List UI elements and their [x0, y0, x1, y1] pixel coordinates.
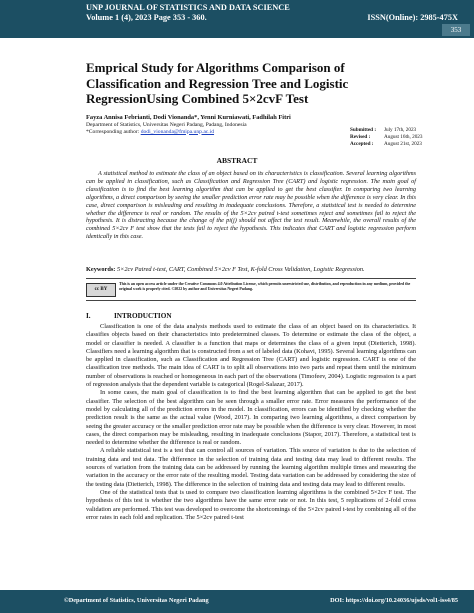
license-text: This is an open access article under the Creative Commons 4.0 Attribution License, which permits unrestricted use, distribution, and reproduction in any medium, provided the original work is properly cited. ©2022 by author and Universitas Negeri Padang.: [119, 282, 411, 291]
section-number: I.: [86, 312, 91, 320]
footer-copyright: ©Department of Statistics, Universitas Negeri Padang: [64, 597, 209, 604]
footer-doi-link[interactable]: DOI: https://doi.org/10.24036/ujsds/vol1-iss4/85: [330, 597, 458, 604]
cc-license-badge[interactable]: cc BY: [86, 283, 116, 297]
paragraph: Classification is one of the data analysis methods used to estimate the class of an object based on its characteristics. It classifies objects based on their characteristics into predetermined classes. To determine or estimate the class of the object, a model or classifier is needed. A classifier is a function that maps or determines the class of a given input (Dietterich, 1998). Classifiers need a learning algorithm that is constructed from a set of labeled data (Kohavi, 1995). Several learning algorithms can be applied in classification, such as Classification and Regression Tree (CART) and logistic regression. CART is one of the classification tree methods. The main idea of CART is to split all observations into two parts and repeat them until the minimum number of observations is reached or homogeneous in each part of the observations (Timofeev, 2004). Logistic regression is a part of regression analysis that the dependent variable is categorical (Rogel-Salazar, 2017).: [86, 323, 416, 389]
paragraph: A reliable statistical test is a test that can control all sources of variation. This source of variation is due to the selection of training data and test data. The difference in the selection of training data and testing data may lead to different results. The sources of variation from the training data can be addressed by running the learning algorithm multiple times and measuring the variation in the accuracy or the error rate of the resulting model. Testing data variation can be addressed by considering the size of the testing data (Dietterich, 1998). The difference in the selection of training data and testing data may lead to different results.: [86, 447, 416, 488]
article-dates: [350, 127, 422, 148]
abstract-heading: ABSTRACT: [216, 156, 258, 165]
abstract-text: A statistical method to estimate the class of an object based on its characteristics is classification. Several learning algorithms can be applied in classification, such as Classification and Regression Tree (CART) and logistic regression. The main goal of classification is to find the best learning algorithm that can be applied to get the best classifier. In comparing two learning algorithms, a direct comparison by seeing the smaller prediction error rate may be possible when the difference is very clear. In this case, direct comparison is misleading and resulting in inadequate conclusions. Therefore, a statistical test is needed to determine whether the difference is real or random. The results of the 5×2cv paired t-test sometimes reject and sometimes fail to reject the hypothesis. It is distracting because the change of the pi(j) should not affect the test result. Meanwhile, the overall results of the combined 5×2cv F test show that the tests fail to reject the hypothesis. This indicates that CART and logistic regression perform identically in this case.: [86, 170, 416, 241]
divider-top: [86, 278, 416, 279]
date-accepted: Accepted : August 21st, 2023: [350, 141, 422, 147]
correspondence: [86, 129, 247, 136]
paragraph: In some cases, the main goal of classification is to find the best learning algorithm that can be applied to get the best classifier. The selection of the best algorithm can be seen through a smaller error rate. Error measures the performance of the model by calculating all of the prediction errors in the model. In classification, errors can be identified by checking whether the prediction result is the same as the actual value (Wood, 2017). In comparing two learning algorithms, a direct comparison by seeing the greater accuracy or the smaller prediction error rate may be possible when the difference is very clear. However, in most cases, the direct comparison may be misleading, resulting in inadequate conclusions (Stapor, 2017). Therefore, a statistical test is needed to determine whether the difference is real or random.: [86, 389, 416, 447]
date-revised: Revised : August 16th, 2023: [350, 134, 423, 140]
issn: ISSN(Online): 2985-475X: [367, 13, 458, 22]
keywords-list: 5×2cv Paired t-test, CART, Combined 5×2cv F Test, K-fold Cross Validation, Logistic Regression.: [115, 266, 365, 273]
affiliation: Department of Statistics, Universitas Negeri Padang, Padang, Indonesia: [86, 122, 247, 128]
page-number: 353: [442, 24, 470, 36]
affiliation-block: [86, 122, 247, 135]
authors: Fayza Annisa Febrianti, Dodi Vionanda*, Yenni Kurniawati, Fadhilah Fitri: [86, 114, 291, 121]
divider-bottom: [86, 300, 416, 301]
paragraph: One of the statistical tests that is used to compare two classification learning algorithms is the combined 5×2cv F test. The hypothesis of this test is whether the two algorithms have the same error rate or not. In this test, 5 replications of 2-fold cross validation are performed. This test was developed to overcome the shortcomings of the 5×2cv paired t-test by combining all of the error rates in each fold and replication. The 5×2cv paired t-test: [86, 488, 416, 521]
journal-volume: Volume 1 (4), 2023 Page 353 - 360.: [86, 12, 207, 22]
correspondence-email-link[interactable]: dodi_vionanda@fmipa.unp.ac.id: [140, 128, 215, 135]
paper-title: Emprical Study for Algorithms Comparison of Classification and Regression Tree and Logistic RegressionUsing Combined 5×2cvF Test: [86, 60, 349, 106]
journal-info: [86, 3, 290, 22]
date-submitted: Submitted : July 17th, 2023: [350, 127, 417, 133]
correspondence-label: *Corresponding author:: [86, 128, 141, 135]
body-text: [86, 323, 416, 522]
keywords: [86, 266, 416, 273]
keywords-label: Keywords:: [86, 266, 116, 273]
section-heading: [86, 312, 172, 320]
section-title: INTRODUCTION: [114, 312, 172, 320]
journal-name: UNP JOURNAL OF STATISTICS AND DATA SCIENCE: [86, 3, 290, 12]
